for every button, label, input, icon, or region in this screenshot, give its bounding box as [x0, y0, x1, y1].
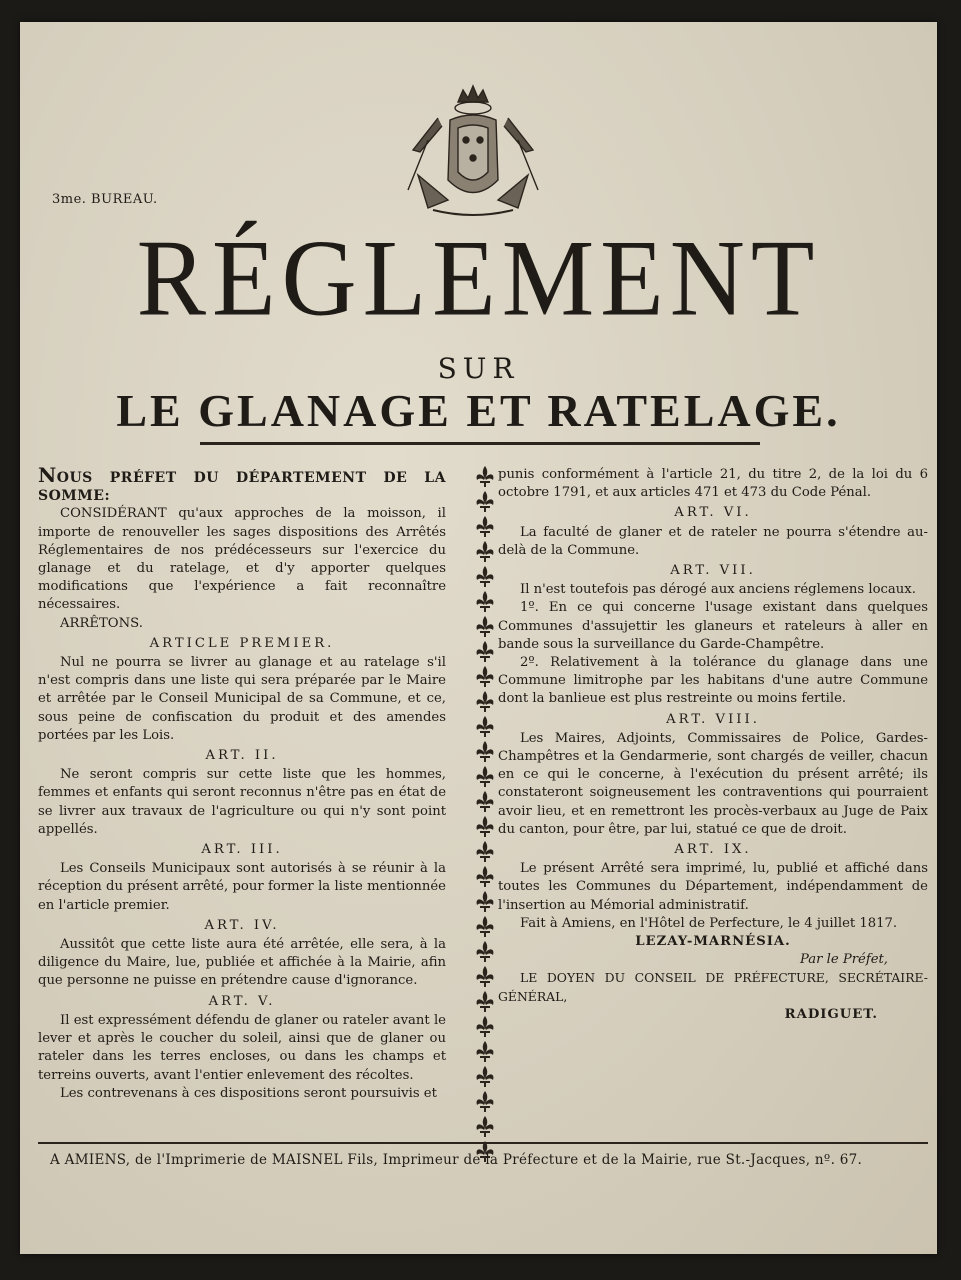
signature-radiguet: RADIGUET. [784, 1006, 878, 1022]
article-5-penalty-continuation: punis conformément à l'article 21, du titre 2, de la loi du 6 octobre 1791, et aux articles 471 et 473 du Code Pénal. [498, 467, 928, 501]
considerant-paragraph: CONSIDÉRANT qu'aux approches de la moisson, il importe de renouveller les sages dispositions des Arrêtés Réglementaires de nos prédécesseurs sur l'exercice du glanage et du ratelage, et d'y apporter quelques modifications que l'expérience a fait reconnaître nécessaires. [38, 506, 446, 613]
article-4-heading: ART. IV. [204, 917, 280, 933]
article-7-text: Il n'est toutefois pas dérogé aux anciens réglemens locaux. [520, 582, 916, 598]
title-rule [200, 442, 760, 445]
prefect-heading [38, 463, 446, 505]
article-7-heading: ART. VII. [670, 563, 756, 579]
article-7-point-1: 1º. En ce qui concerne l'usage existant dans quelques Communes d'assujettir les glaneurs et rateleurs à aller en bande sous la surveillance du Garde-Champêtre. [498, 600, 928, 652]
right-column [498, 466, 928, 1024]
article-5-text-continued: Les contrevenans à ces dispositions seront poursuivis et [60, 1085, 437, 1101]
article-1-text: Nul ne pourra se livrer au glanage et au ratelage s'il n'est compris dans une liste qui sera préparée par le Maire et arrêtée par le Conseil Municipal de sa Commune, et ce, sous peine de confiscation du produit et des amendes portées par les Lois. [38, 655, 446, 743]
poster-sur: SUR [437, 352, 520, 385]
arretons-label: ARRÊTONS. [60, 615, 143, 631]
article-6-text: La faculté de glaner et de rateler ne pourra s'étendre au-delà de la Commune. [498, 524, 928, 558]
article-1-heading: ARTICLE PREMIER. [149, 635, 335, 651]
article-2-heading: ART. II. [205, 748, 279, 764]
article-8-text: Les Maires, Adjoints, Commissaires de Police, Gardes-Champêtres et la Gendarmerie, sont chargés de veiller, chacun en ce qui le concerne, à l'exécution du présent arrêté; ils constateront soigneusement les contraventions qui pourraient avoir lieu, et en remettront les procès-verbaux au Juge de Paix du canton, pour être, par lui, statué ce que de droit. [498, 730, 928, 837]
article-4-text: Aussitôt que cette liste aura été arrêtée, elle sera, à la diligence du Maire, lue, publiée et affichée à la Mairie, afin que personne ne puisse en prétendre cause d'ignorance. [38, 937, 446, 989]
drop-cap: N [38, 463, 57, 487]
article-9-heading: ART. IX. [674, 842, 752, 858]
printer-imprint: A AMIENS, de l'Imprimerie de MAISNEL Fils, Imprimeur de la Préfecture et de la Mairie, rue St.-Jacques, nº. 67. [50, 1152, 863, 1168]
article-6-heading: ART. VI. [674, 505, 752, 521]
fleur-de-lis-chain-icon [472, 462, 498, 1162]
article-5-heading: ART. V. [208, 993, 276, 1009]
poster-subtitle: LE GLANAGE ET RATELAGE. [116, 385, 841, 436]
left-column [38, 463, 446, 1103]
article-7-point-2: 2º. Relativement à la tolérance du glanage dans une Commune limitrophe par les habitans d'une autre Commune dont la banlieue est plus restreinte ou moins fertile. [498, 655, 928, 707]
article-2-text: Ne seront compris sur cette liste que les hommes, femmes et enfants qui seront reconnus n'être pas en état de se livrer aux travaux de l'agriculture ou qui n'y sont point appellés. [38, 767, 446, 837]
signature-prefect: LEZAY-MARNÉSIA. [635, 934, 791, 950]
footer-rule [38, 1142, 928, 1144]
article-8-heading: ART. VIII. [666, 711, 760, 727]
poster-sheet [20, 22, 937, 1254]
par-le-prefet: Par le Préfet, [799, 952, 888, 968]
article-5-text: Il est expressément défendu de glaner ou rateler avant le lever et après le coucher du soleil, ainsi que de glaner ou rateler dans les terres encloses, ou dans les champs et terreins ouverts, avant l'entier enlevement des récoltes. [38, 1012, 446, 1083]
article-9-text: Le présent Arrêté sera imprimé, lu, publié et affiché dans toutes les Communes du Département, indépendamment de l'insertion au Mémorial administratif. [498, 861, 928, 913]
poster-title: RÉGLEMENT [136, 218, 821, 339]
article-3-text: Les Conseils Municipaux sont autorisés à se réunir à la réception du présent arrêté, pour former la liste mentionnée en l'article premier. [38, 861, 446, 913]
bureau-label: 3me. BUREAU. [52, 192, 158, 207]
prefect-heading-text: OUS PRÉFET DU DÉPARTEMENT DE LA SOMME: [38, 470, 446, 505]
doyen-title: LE DOYEN DU CONSEIL DE PRÉFECTURE, SECRÉTAIRE-GÉNÉRAL, [498, 970, 928, 1004]
royal-coat-of-arms-icon [398, 80, 548, 230]
article-3-heading: ART. III. [201, 842, 283, 858]
date-line: Fait à Amiens, en l'Hôtel de Perfecture, le 4 juillet 1817. [520, 915, 898, 931]
